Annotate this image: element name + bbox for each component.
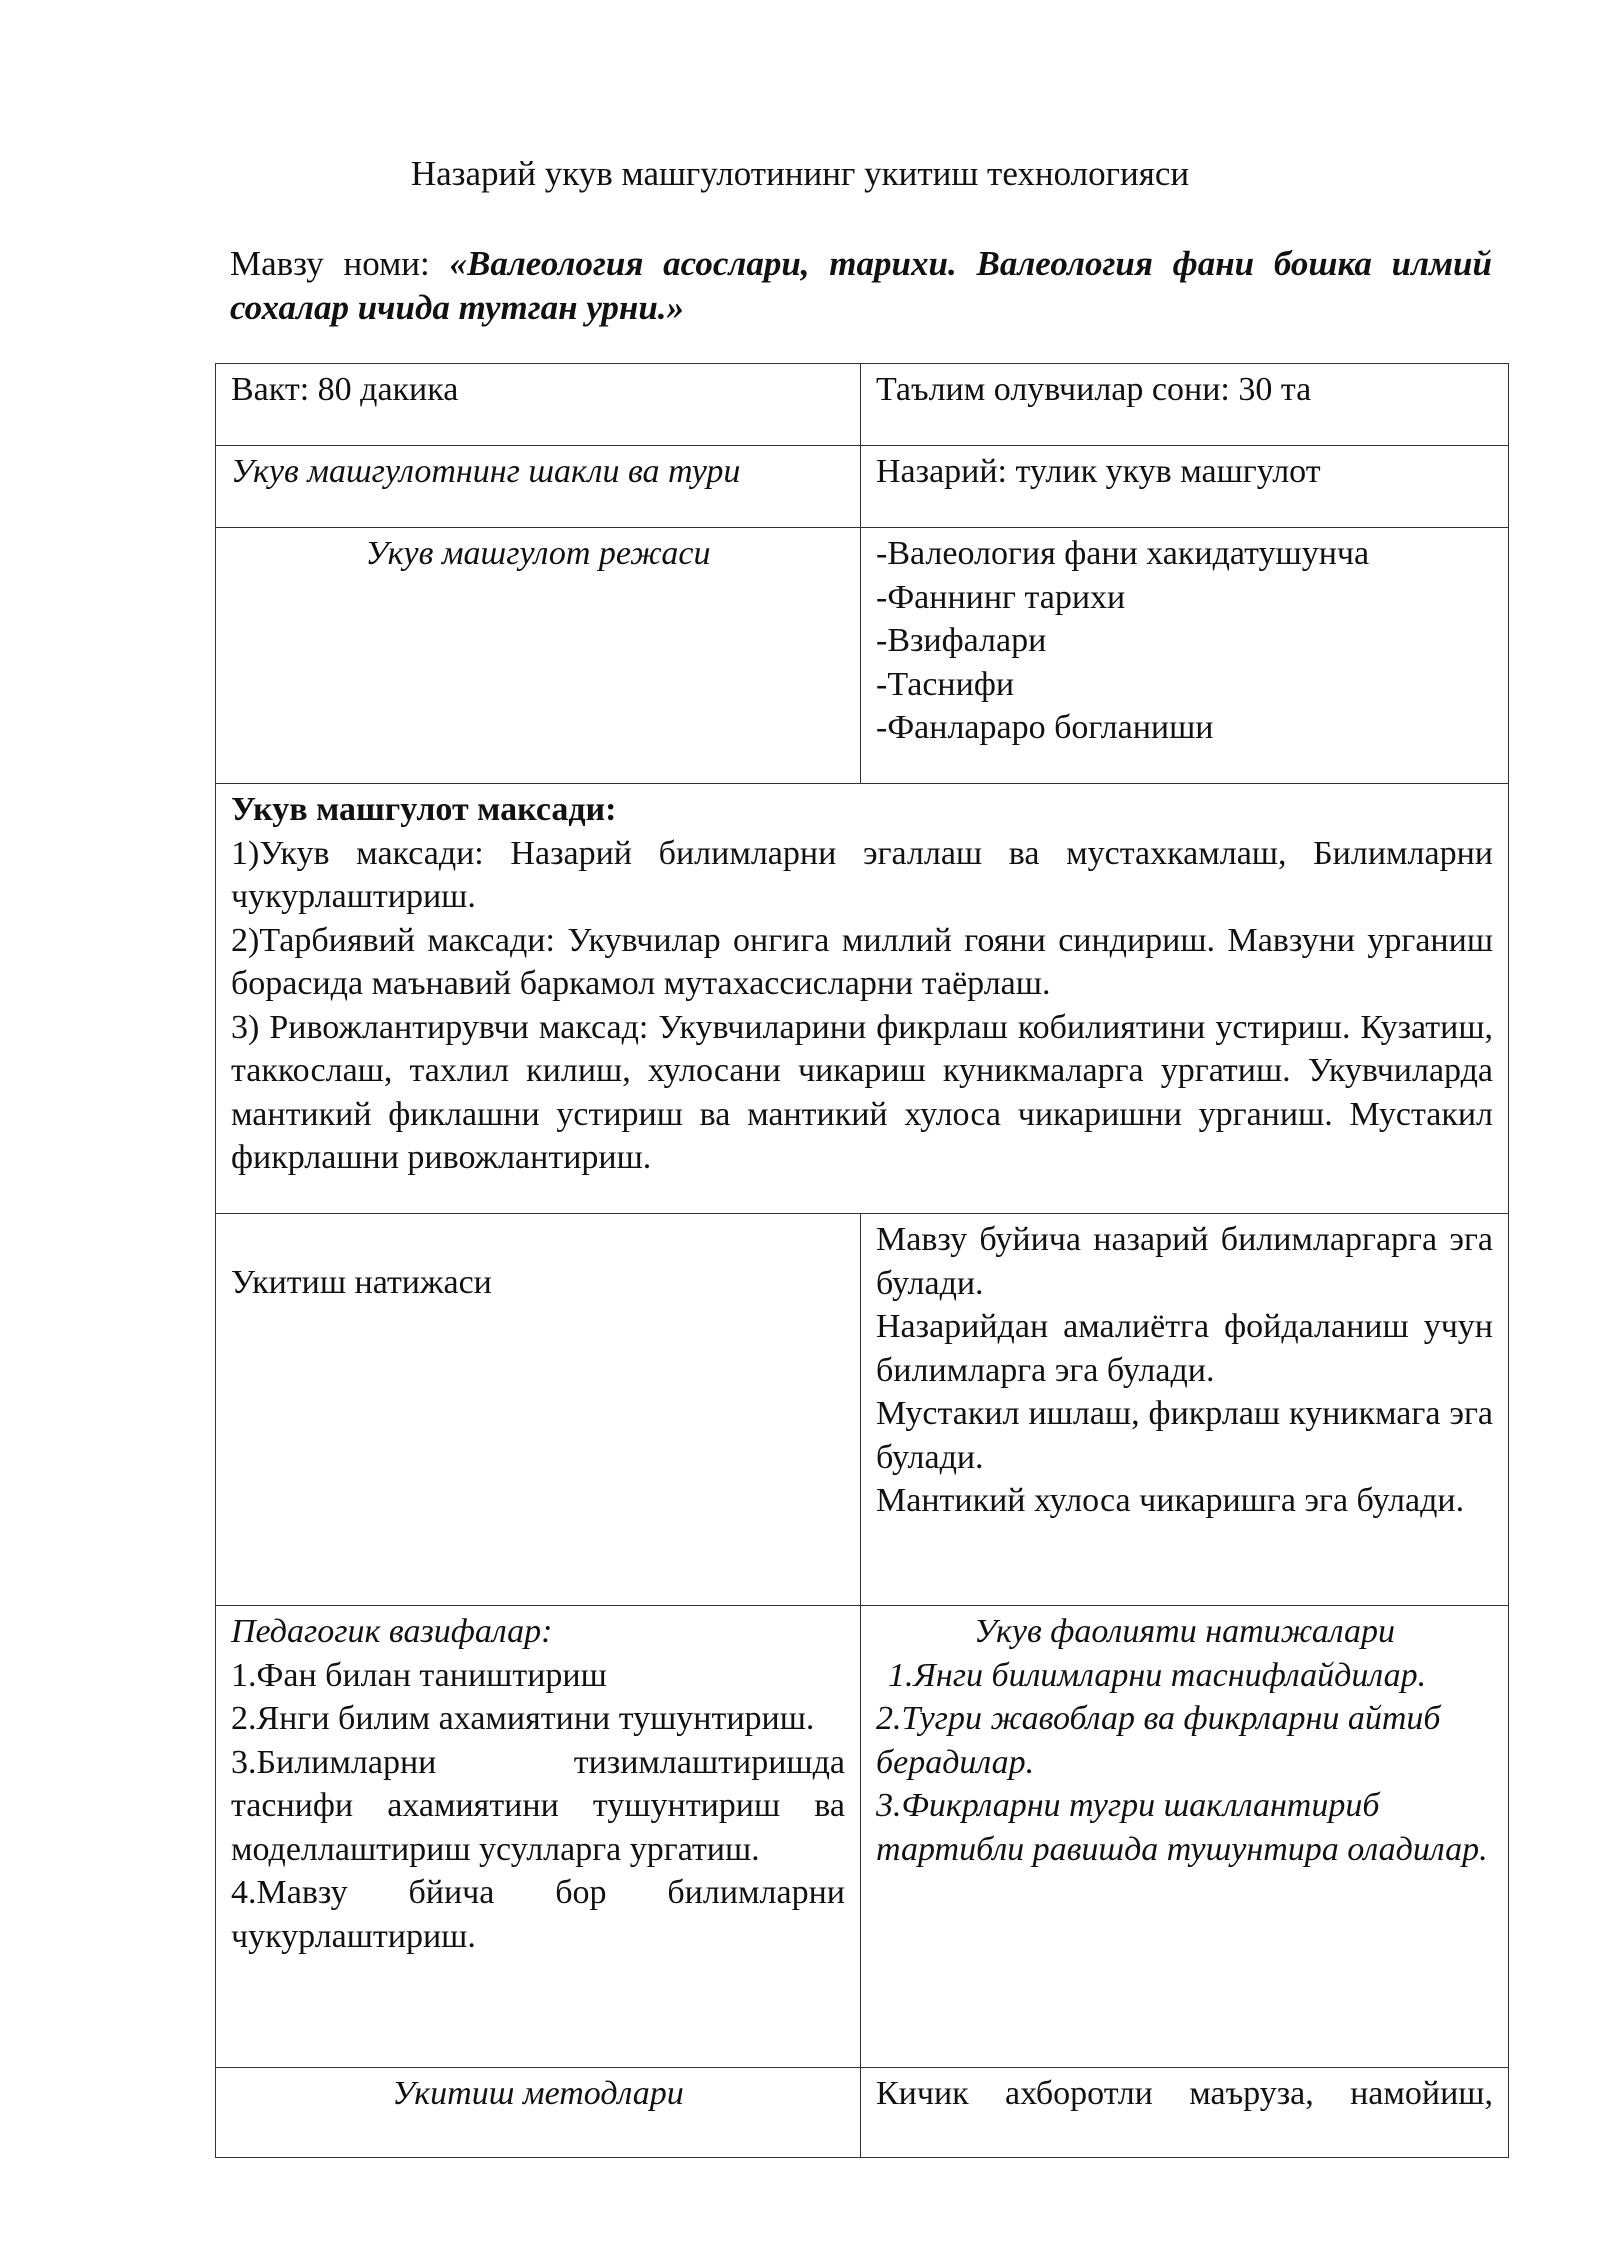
teaching-methods-text: Кичик ахборотли маъруза, намойиш, [876, 2075, 1493, 2112]
lesson-form-label: Укув машгулотнинг шакли ва тури [216, 446, 861, 528]
learning-result-item: 3.Фикрларни тугри шакллантириб тартибли равишда тушунтира оладилар. [876, 1787, 1488, 1868]
task-item: 2.Янги билим ахамиятини тушунтириш. [231, 1700, 815, 1737]
teaching-methods-value [861, 2068, 1509, 2158]
results-label-cell [216, 1214, 861, 1606]
subject-text: «Валеология асослари, тарихи. Валеология фани бошка илмий сохалар ичида тутган урни.» [230, 244, 1492, 327]
plan-item: -Взифалари [876, 622, 1047, 659]
table-row [216, 1606, 1509, 2068]
result-paragraph: Назарийдан амалиётга фойдаланиш учун билимларга эга булади. [876, 1308, 1493, 1389]
plan-item: -Валеология фани хакидатушунча [876, 535, 1370, 572]
time-cell: Вакт: 80 дакика [216, 364, 861, 446]
table-row [216, 1214, 1509, 1606]
learning-result-item: 2.Тугри жавоблар ва фикрларни айтиб берадилар. [876, 1700, 1441, 1781]
result-paragraph: Мавзу буйича назарий билимларгарга эга булади. [876, 1221, 1493, 1302]
table-row [216, 446, 1509, 528]
plan-item: -Фанлараро богланиши [876, 709, 1214, 746]
result-paragraph: Мантикий хулоса чикаришга эга булади. [876, 1482, 1465, 1519]
lesson-plan-items [861, 528, 1509, 784]
result-paragraph: Мустакил ишлаш, фикрлаш куникмага эга булади. [876, 1395, 1493, 1476]
goal-paragraph: 3) Ривожлантирувчи максад: Укувчиларини фикрлаш кобилиятини устириш. Кузатиш, таккослаш, тахлил килиш, хулосани чикариш куникмаларга ургатиш. Укувчиларда мантикий фиклашни устириш ва мантикий хулоса чикаришни урганиш. Мустакил фикрлашни ривожлантириш. [231, 1008, 1493, 1176]
table-row [216, 528, 1509, 784]
lesson-plan-label: Укув машгулот режаси [216, 528, 861, 784]
plan-item: -Фаннинг тарихи [876, 578, 1126, 616]
tasks-heading: Педагогик вазифалар: [231, 1613, 553, 1650]
plan-item: -Таснифи [876, 665, 1015, 703]
subject-label: Мавзу номи: [230, 244, 430, 283]
learning-results-heading: Укув фаолияти натижалари [973, 1613, 1396, 1650]
students-count-cell: Таълим олувчилар сони: 30 та [861, 364, 1509, 446]
pedagogical-tasks-cell [216, 1606, 861, 2068]
results-cell [861, 1214, 1509, 1606]
lesson-goals-cell [216, 784, 1509, 1214]
table-row [216, 2068, 1509, 2158]
learning-results-cell [861, 1606, 1509, 2068]
goals-heading: Укув машгулот максади: [231, 791, 617, 828]
learning-result-item: 1.Янги билимларни таснифлайдилар. [888, 1656, 1427, 1694]
goal-paragraph: 1)Укув максади: Назарий билимларни эгаллаш ва мустахкамлаш, Билимларни чукурлаштириш. [231, 834, 1493, 915]
task-item: 4.Мавзу бйича бор билимларни чукурлаштириш. [231, 1874, 845, 1955]
document-title: Назарий укув машгулотининг укитиш технологияси [410, 154, 1190, 193]
lesson-form-value: Назарий: тулик укув машгулот [861, 446, 1509, 528]
table-row [216, 784, 1509, 1214]
task-item: 1.Фан билан таништириш [231, 1656, 607, 1694]
task-item: 3.Билимларни тизимлаштиришда таснифи ахамиятини тушунтириш ва моделлаштириш усулларга ургатиш. [231, 1743, 845, 1868]
table-row [216, 364, 1509, 446]
teaching-methods-label: Укитиш методлари [216, 2068, 861, 2158]
goal-paragraph: 2)Тарбиявий максади: Укувчилар онгига миллий гояни синдириш. Мавзуни урганиш борасида маънавий баркамол мутахассисларни таёрлаш. [231, 921, 1493, 1002]
lesson-plan-table [215, 363, 1509, 2158]
results-label: Укитиш натижаси [231, 1264, 492, 1301]
subject-line [230, 242, 1492, 330]
